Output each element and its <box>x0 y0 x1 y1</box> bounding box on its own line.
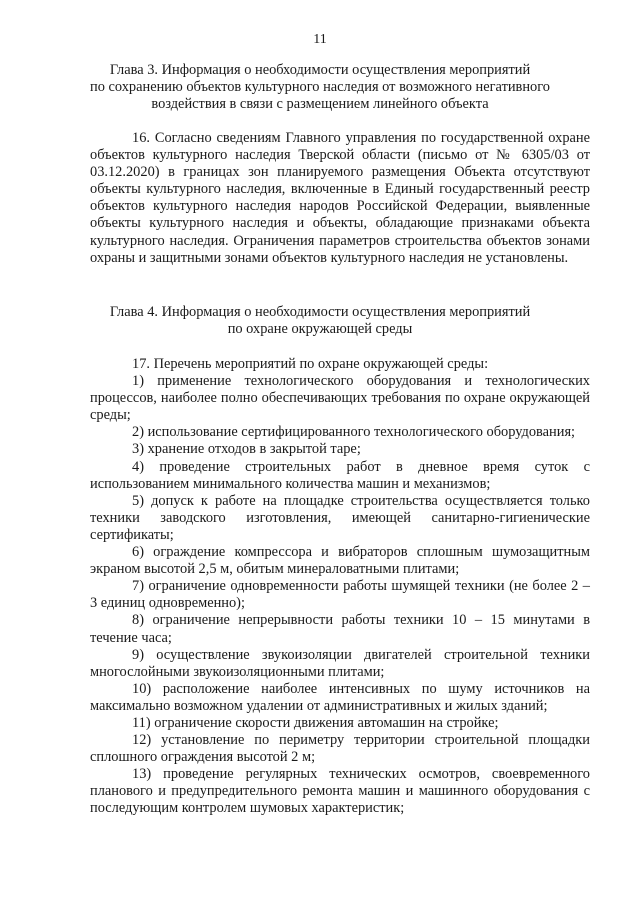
chapter-3-title <box>90 62 550 113</box>
chapter-3-body <box>90 130 590 267</box>
chapter-3-title-line: по сохранению объектов культурного наследия от возможного негативного <box>90 79 550 96</box>
list-item: 11) ограничение скорости движения автомашин на стройке; <box>132 714 499 731</box>
chapter-4-title-line: Глава 4. Информация о необходимости осуществления мероприятий <box>109 304 531 320</box>
list-item: 10) расположение наиболее интенсивных по шуму источников на максимально возможном удалении от административных и жилых зданий; <box>90 680 590 714</box>
list-item: 1) применение технологического оборудования и технологических процессов, наиболее полно обеспечивающих требования по охране окружающей среды; <box>90 373 590 424</box>
chapter-4-title <box>90 304 550 338</box>
chapter-3-title-line: Глава 3. Информация о необходимости осуществления мероприятий <box>109 62 531 78</box>
list-item: 4) проведение строительных работ в дневное время суток с использованием минимального количества машин и механизмов; <box>90 458 590 492</box>
list-item: 2) использование сертифицированного технологического оборудования; <box>132 424 576 441</box>
list-item: 5) допуск к работе на площадке строительства осуществляется только техники заводского изготовления, имеющей санитарно-гигиенические сертификаты; <box>90 492 590 543</box>
list-item: 3) хранение отходов в закрытой таре; <box>132 441 361 458</box>
list-item: 6) ограждение компрессора и вибраторов сплошным шумозащитным экраном высотой 2,5 м, обитым минераловатными плитами; <box>90 544 590 578</box>
chapter-4-body <box>90 356 590 818</box>
paragraph-16: 16. Согласно сведениям Главного управления по государственной охране объектов культурного наследия Тверской области (письмо от № 6305/03 от 03.12.2020) в границах зон планируемого размещения Объекта отсутствуют объекты культурного наследия, включенные в Единый государственный реестр объектов культурного наследия народов Российской Федерации, выявленные объекты культурного наследия и объекты, обладающие признаками объекта культурного наследия. Ограничения параметров строительства объектов зонами охраны и защитными зонами объектов культурного наследия не установлены. <box>90 130 590 266</box>
chapter-4-title-line: по охране окружающей среды <box>227 321 413 338</box>
page-number: 11 <box>313 32 327 47</box>
list-item: 8) ограничение непрерывности работы техники 10 – 15 минутами в течение часа; <box>90 612 590 646</box>
list-item: 9) осуществление звукоизоляции двигателей строительной техники многослойными звукоизоляционными плитами; <box>90 646 590 680</box>
paragraph-17-intro: 17. Перечень мероприятий по охране окружающей среды: <box>132 356 489 372</box>
list-item: 13) проведение регулярных технических осмотров, своевременного планового и предупредительного ремонта машин и машинного оборудования с последующим контролем шумовых характеристик; <box>90 766 590 817</box>
chapter-3-title-line: воздействия в связи с размещением линейного объекта <box>151 96 489 113</box>
list-item: 7) ограничение одновременности работы шумящей техники (не более 2 – 3 единиц одновременно); <box>90 578 590 612</box>
list-item: 12) установление по периметру территории строительной площадки сплошного ограждения высотой 2 м; <box>90 732 590 766</box>
